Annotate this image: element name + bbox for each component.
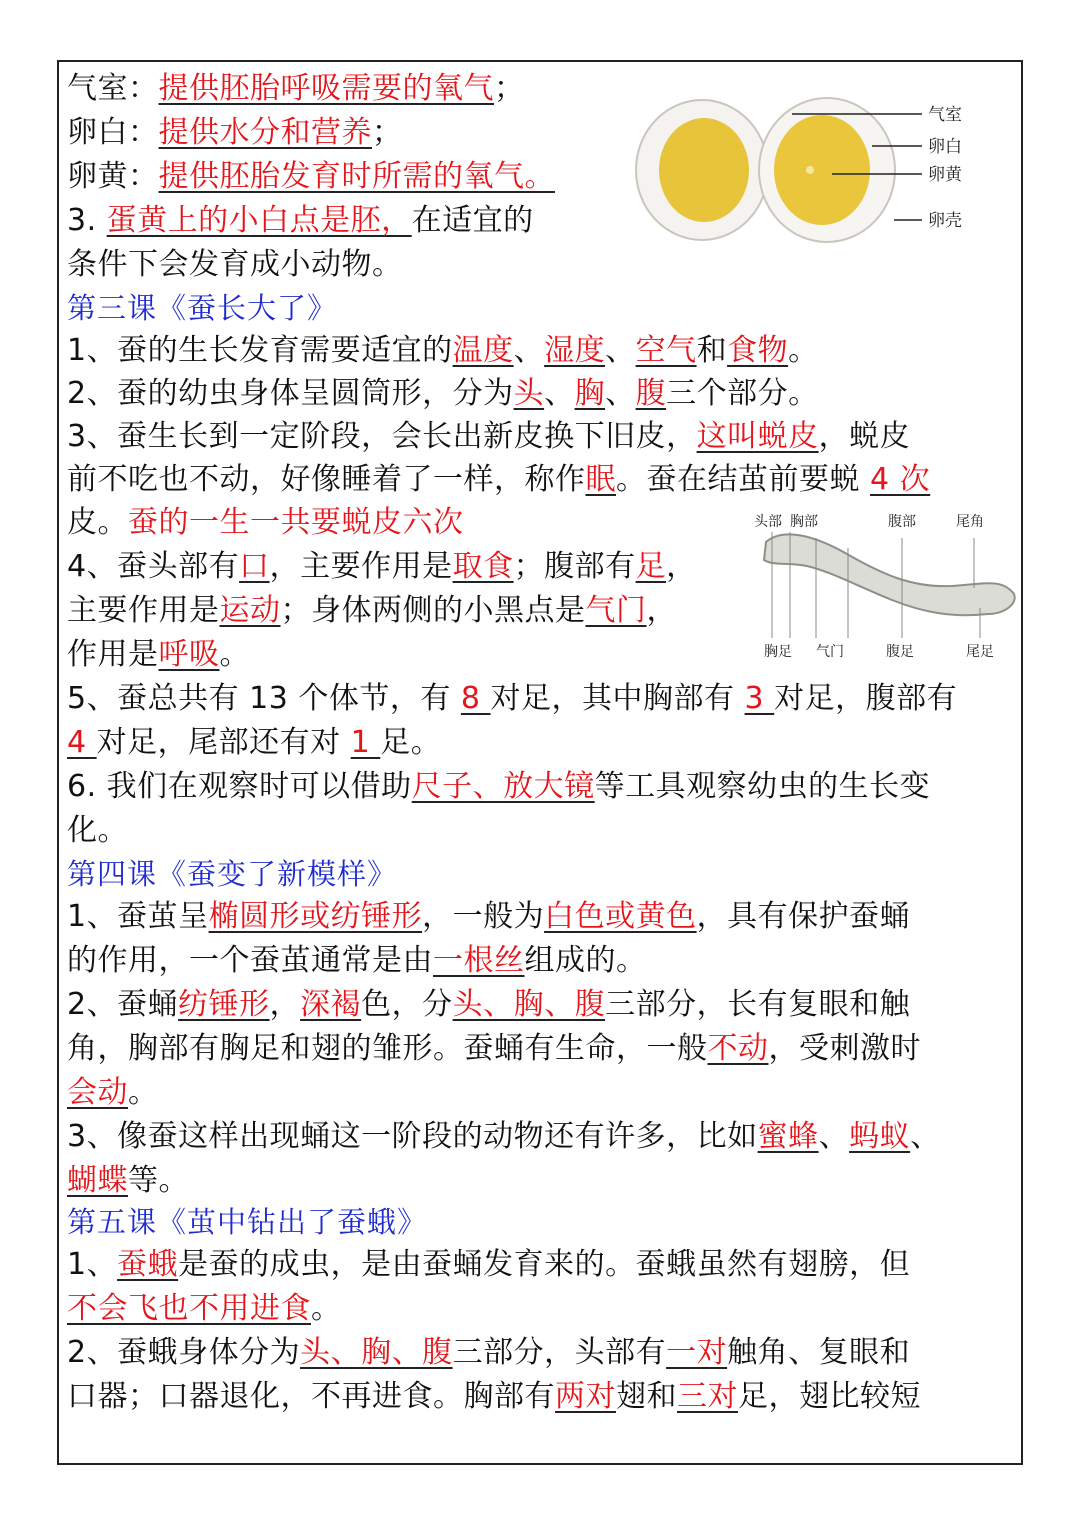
label-spiracle: 气门	[816, 644, 844, 660]
lesson3-p3c: 皮。蚕的一生一共要蜕皮六次	[67, 505, 464, 540]
label-abdomen: 腹部	[888, 514, 916, 530]
label-thorax: 胸部	[790, 514, 818, 530]
label-prolegs: 腹足	[886, 644, 914, 660]
lesson4-p2b: 角，胸部有胸足和翅的雏形。蚕蛹有生命，一般不动，受刺激时	[67, 1031, 921, 1066]
egg-line-3: 卵黄：提供胚胎发育时所需的氧气。	[67, 159, 555, 194]
label-shell: 卵壳	[928, 211, 962, 231]
label-tail-horn: 尾角	[956, 514, 984, 530]
lesson5-p2a: 2、蚕蛾身体分为头、胸、腹三部分，头部有一对触角、复眼和	[67, 1335, 911, 1370]
silkworm-figure	[752, 508, 1022, 664]
lesson3-p3b: 前不吃也不动，好像睡着了一样，称作眠。蚕在结茧前要蜕 4 次	[67, 462, 931, 497]
lesson3-p5b: 4 对足，尾部还有对 1 足。	[67, 725, 442, 760]
label-tail-legs: 尾足	[966, 644, 994, 660]
lesson4-title: 第四课《蚕变了新模样》	[67, 857, 398, 891]
lesson4-p1a: 1、蚕茧呈椭圆形或纺锤形，一般为白色或黄色，具有保护蚕蛹	[67, 899, 911, 934]
lesson3-p4c: 作用是呼吸。	[67, 637, 250, 672]
lesson4-p3b: 蝴蝶等。	[67, 1163, 189, 1198]
label-egg-white: 卵白	[928, 137, 962, 157]
lesson4-p2c: 会动。	[67, 1075, 159, 1110]
lesson5-p1a: 1、蚕蛾是蚕的成虫，是由蚕蛹发育来的。蚕蛾虽然有翅膀，但	[67, 1247, 911, 1282]
lesson5-p1b: 不会飞也不用进食。	[67, 1291, 342, 1326]
lesson3-title: 第三课《蚕长大了》	[67, 291, 338, 325]
egg-line-1: 气室：提供胚胎呼吸需要的氧气；	[67, 71, 525, 106]
lesson3-p5a: 5、蚕总共有 13 个体节，有 8 对足，其中胸部有 3 对足，腹部有	[67, 681, 958, 716]
label-head: 头部	[754, 514, 782, 530]
egg-line-4: 3. 蛋黄上的小白点是胚，在适宜的	[67, 203, 534, 238]
lesson4-p3a: 3、像蚕这样出现蛹这一阶段的动物还有许多，比如蜜蜂、蚂蚁、	[67, 1119, 941, 1154]
egg-line-2: 卵白：提供水分和营养；	[67, 115, 403, 150]
lesson3-p4b: 主要作用是运动；身体两侧的小黑点是气门，	[67, 593, 677, 628]
lesson3-p1: 1、蚕的生长发育需要适宜的温度、湿度、空气和食物。	[67, 333, 819, 368]
lesson5-p2b: 口器；口器退化，不再进食。胸部有两对翅和三对足，翅比较短	[67, 1379, 921, 1414]
lesson3-p6b: 化。	[67, 813, 128, 848]
label-thoracic-legs: 胸足	[764, 644, 792, 660]
lesson4-p1b: 的作用，一个蚕茧通常是由一根丝组成的。	[67, 943, 647, 978]
egg-figure	[632, 92, 992, 252]
label-yolk: 卵黄	[928, 165, 962, 185]
lesson4-p2a: 2、蚕蛹纺锤形，深褐色，分头、胸、腹三部分，长有复眼和触	[67, 987, 911, 1022]
lesson3-p2: 2、蚕的幼虫身体呈圆筒形，分为头、胸、腹三个部分。	[67, 376, 819, 411]
lesson3-p4a: 4、蚕头部有口，主要作用是取食；腹部有足，	[67, 549, 697, 584]
lesson5-title: 第五课《茧中钻出了蚕蛾》	[67, 1205, 428, 1239]
lesson3-p3a: 3、蚕生长到一定阶段，会长出新皮换下旧皮，这叫蜕皮，蜕皮	[67, 419, 911, 454]
egg-line-5: 条件下会发育成小动物。	[67, 247, 403, 282]
lesson3-p6a: 6. 我们在观察时可以借助尺子、放大镜等工具观察幼虫的生长变	[67, 769, 931, 804]
label-air-chamber: 气室	[928, 105, 962, 125]
